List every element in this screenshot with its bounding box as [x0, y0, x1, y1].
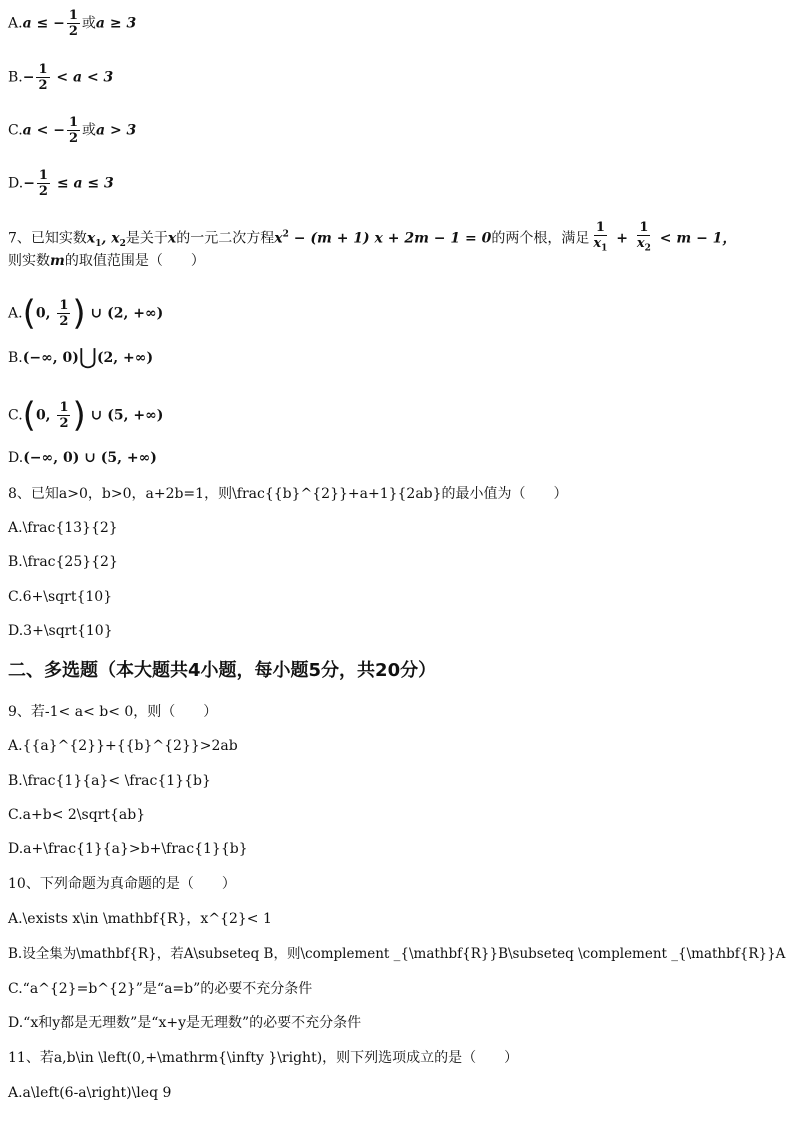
option-label: D. — [8, 175, 24, 192]
text: 的取值范围是（ ） — [64, 253, 205, 269]
math-text: a < − — [22, 122, 65, 139]
q7-option-c — [8, 395, 164, 436]
math-text: ∪ (5, +∞) — [85, 407, 164, 424]
math-text: − — [22, 69, 35, 86]
math-text: + — [611, 230, 633, 247]
math-text: (−∞, 0) ∪ (5, +∞) — [23, 450, 157, 466]
fraction: $\frac{1}{x_2}$ — [636, 220, 651, 254]
option-label: B. — [8, 69, 23, 86]
q9-stem: 9、若-1< a< b< 0，则（ ） — [8, 704, 218, 720]
right-paren: ) — [72, 395, 86, 436]
math-var: m — [50, 253, 65, 269]
fraction: $\frac{1}{2}$ — [68, 8, 78, 39]
union-symbol: ⋃ — [78, 345, 97, 370]
text: 或 — [82, 122, 96, 139]
option-label: D. — [8, 450, 24, 466]
math-text: < a < 3 — [51, 69, 114, 86]
q7-stem-line2 — [8, 251, 205, 271]
math-var: x — [86, 230, 96, 247]
q10-option-a: A.\exists x\in \mathbf{R}，x^{2}< 1 — [8, 911, 272, 927]
section-heading: 二、多选题（本大题共4小题，每小题5分，共20分） — [8, 660, 437, 681]
fraction: $\frac{1}{2}$ — [68, 115, 78, 146]
math-var: x — [274, 230, 283, 247]
subscript: 2 — [119, 239, 126, 250]
math-text: − (m + 1) x + 2m − 1 = 0 — [288, 230, 492, 247]
q6-option-a — [8, 8, 136, 39]
q10-stem: 10、下列命题为真命题的是（ ） — [8, 876, 236, 892]
fraction: $\frac{1}{2}$ — [38, 168, 48, 199]
q8-stem: 8、已知a>0，b>0，a+2b=1，则\frac{{b}^{2}}+a+1}{2ab}的最小值为（ ） — [8, 486, 568, 502]
math-text: (−∞, 0) — [22, 350, 79, 366]
math-text: ≤ a ≤ 3 — [51, 175, 114, 192]
q9-option-c: C.a+b< 2\sqrt{ab} — [8, 807, 146, 823]
q9-option-b: B.\frac{1}{a}< \frac{1}{b} — [8, 773, 211, 789]
math-text: 0, — [35, 305, 56, 322]
math-var: x — [167, 230, 177, 247]
q11-option-a: A.a\left(6-a\right)\leq 9 — [8, 1085, 172, 1101]
q6-option-c — [8, 115, 136, 146]
q9-option-a: A.{{a}^{2}}+{{b}^{2}}>2ab — [8, 738, 238, 754]
text: 或 — [81, 15, 96, 32]
q7-option-d — [8, 448, 157, 468]
fraction: $\frac{1}{2}$ — [59, 298, 69, 329]
math-text: a > 3 — [96, 122, 137, 139]
q8-option-d: D.3+\sqrt{10} — [8, 623, 113, 639]
math-text: 0, — [35, 407, 56, 424]
option-label: C. — [8, 407, 23, 424]
fraction: $\frac{1}{2}$ — [38, 62, 48, 93]
math-text: (2, +∞) — [96, 350, 154, 366]
left-paren: ( — [22, 293, 36, 334]
option-label: A. — [8, 305, 23, 322]
math-text: ∪ (2, +∞) — [85, 305, 164, 322]
math-text: < m − 1， — [654, 230, 737, 247]
math-var: , x — [101, 230, 120, 247]
q7-option-a — [8, 293, 164, 334]
option-label: A. — [8, 15, 23, 32]
q8-option-b: B.\frac{25}{2} — [8, 554, 118, 570]
q6-option-b — [8, 62, 113, 93]
text: 的一元二次方程 — [176, 230, 275, 247]
math-text: − — [23, 175, 35, 192]
right-paren: ) — [72, 293, 86, 334]
option-label: C. — [8, 122, 23, 139]
q9-option-d: D.a+\frac{1}{a}>b+\frac{1}{b} — [8, 841, 248, 857]
text: 是关于 — [125, 230, 168, 247]
text: 则实数 — [8, 253, 50, 269]
q8-option-c: C.6+\sqrt{10} — [8, 589, 113, 605]
left-paren: ( — [22, 395, 36, 436]
math-text: a ≤ − — [22, 15, 65, 32]
q10-option-b: B.设全集为\mathbf{R}，若A\subseteq B，则\complement _{\mathbf{R}}B\subseteq \complement _{\mathbf{R}}A — [8, 946, 786, 962]
text: 的两个根，满足 — [491, 230, 590, 247]
math-text: a ≥ 3 — [95, 15, 137, 32]
q8-option-a: A.\frac{13}{2} — [8, 520, 118, 536]
q6-option-d — [8, 168, 114, 199]
superscript: 2 — [282, 229, 289, 240]
text: 7、已知实数 — [8, 230, 87, 247]
q7-option-b — [8, 345, 154, 370]
fraction: $\frac{1}{x_1}$ — [593, 220, 608, 254]
fraction: $\frac{1}{2}$ — [59, 400, 69, 431]
q10-option-c: C.“a^{2}=b^{2}”是“a=b”的必要不充分条件 — [8, 981, 313, 997]
subscript: 1 — [95, 239, 102, 250]
q11-stem: 11、若a,b\in \left(0,+\mathrm{\infty }\right)，则下列选项成立的是（ ） — [8, 1050, 519, 1066]
q10-option-d: D.“x和y都是无理数”是“x+y是无理数”的必要不充分条件 — [8, 1015, 362, 1031]
option-label: B. — [8, 350, 23, 366]
